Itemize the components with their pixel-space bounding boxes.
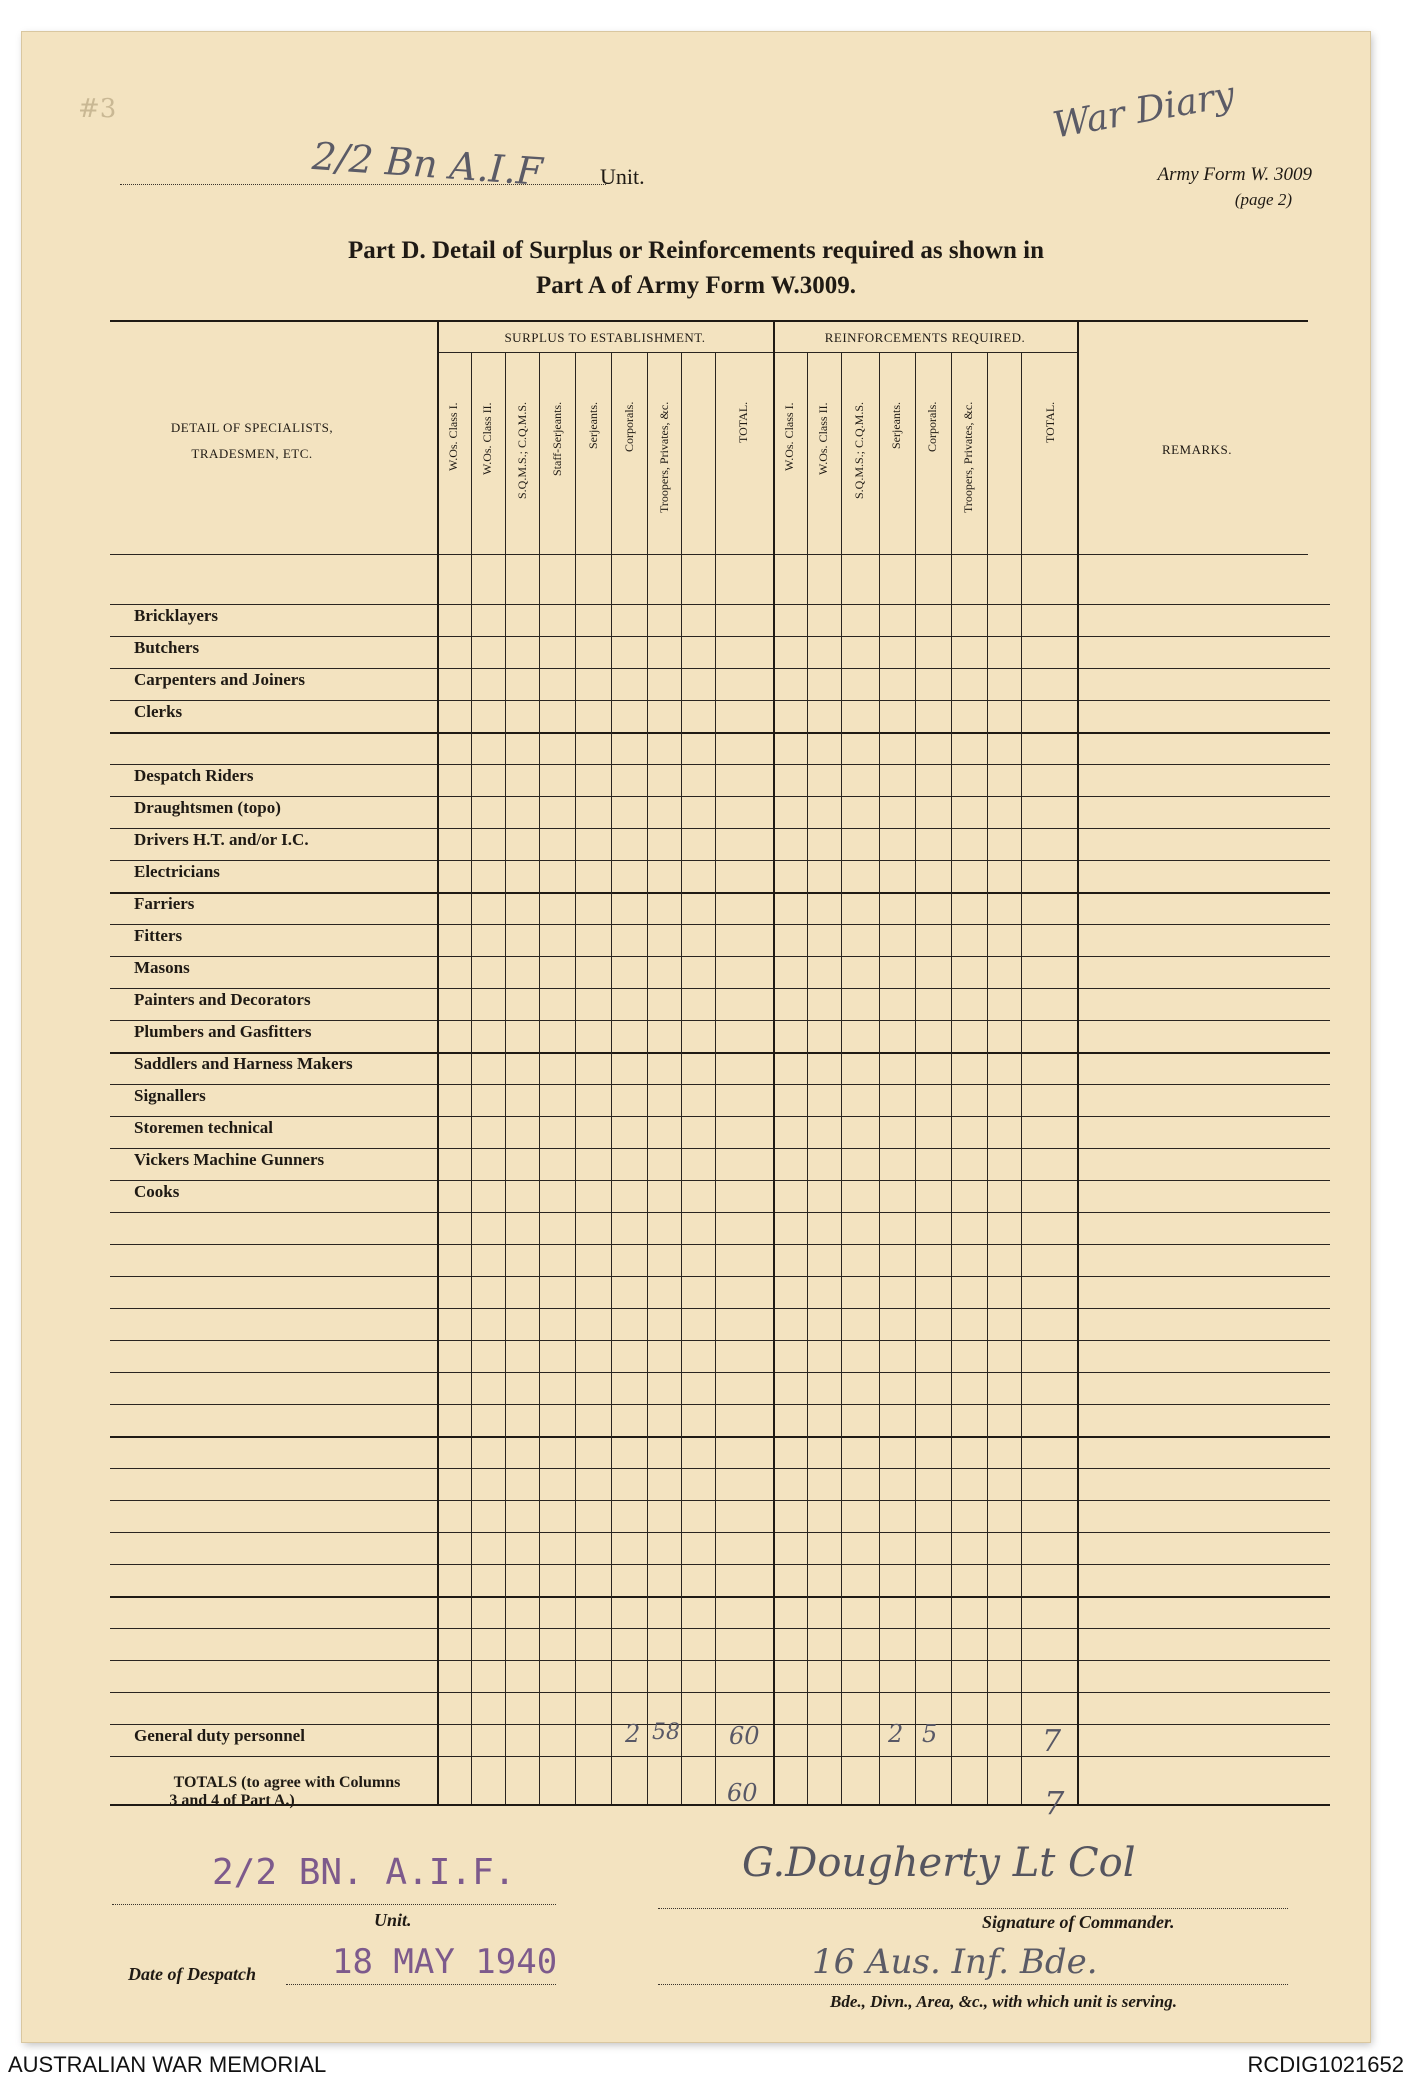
group-header-rule (437, 352, 1077, 353)
row-rule (110, 956, 1330, 957)
commander-signature: G.Dougherty Lt Col (742, 1840, 1136, 1886)
row-label: Carpenters and Joiners (134, 670, 305, 689)
credit-left: AUSTRALIAN WAR MEMORIAL (8, 2052, 327, 2077)
unit-handwritten: 2/2 Bn A.I.F (310, 134, 544, 194)
section-rule (110, 1596, 1330, 1598)
row-label: Fitters (134, 926, 183, 945)
date-label: Date of Despatch (128, 1964, 256, 1984)
col-rule (1021, 352, 1022, 1804)
totals-surplus: 60 (727, 1779, 758, 1807)
corner-mark: #3 (78, 94, 117, 124)
row-rule (110, 1468, 1330, 1469)
col-rule (951, 352, 952, 1804)
row-rule (110, 1756, 1330, 1757)
form-page: (page 2) (1234, 190, 1292, 209)
row-rule (110, 1564, 1330, 1565)
date-line (286, 1984, 556, 1985)
form-paper (22, 32, 1370, 2042)
col-head-total: TOTAL. (1043, 402, 1057, 444)
totals-reinf: 7 (1044, 1784, 1065, 1822)
col-rule (471, 352, 472, 1804)
row-rule (110, 1404, 1330, 1405)
col-head-corporals: Corporals. (622, 402, 636, 453)
form-name: Army Form W. 3009 (1157, 164, 1312, 185)
date-stamp: 18 MAY 1940 (332, 1942, 558, 1982)
row-rule (110, 1500, 1330, 1501)
row-rule (110, 924, 1330, 925)
totals-label-1: TOTALS (to agree with Columns (173, 1774, 401, 1791)
row-label: Vickers Machine Gunners (134, 1150, 325, 1169)
row-rule (110, 668, 1330, 669)
table-top-rule (110, 320, 1308, 322)
col-rule (715, 352, 716, 1804)
col-rule (807, 352, 808, 1804)
row-label: Cooks (134, 1182, 180, 1201)
row-label: Signallers (134, 1086, 206, 1105)
gd-reinf-serjeants: 5 (922, 1720, 938, 1748)
col-head-wo1: W.Os. Class I. (446, 402, 460, 471)
section-rule (110, 892, 1330, 894)
row-rule (110, 1244, 1330, 1245)
totals-label-2: 3 and 4 of Part A.) (169, 1792, 295, 1809)
title-line-2: Part A of Army Form W.3009. (535, 272, 857, 299)
row-rule (110, 1532, 1330, 1533)
col-rule (987, 352, 988, 1804)
unit-sign-line (112, 1904, 556, 1905)
row-rule (110, 700, 1330, 701)
signature-line (658, 1908, 1288, 1909)
row-rule (110, 604, 1330, 605)
col-head-privates: Troopers, Privates, &c. (657, 402, 671, 514)
row-rule (110, 636, 1330, 637)
row-label: Farriers (134, 894, 195, 913)
row-rule (110, 988, 1330, 989)
row-label: Draughtsmen (topo) (134, 798, 281, 817)
row-label: Storemen technical (134, 1118, 273, 1137)
gd-reinf-sqms: 2 (888, 1720, 904, 1748)
row-rule (110, 1692, 1330, 1693)
row-rule (110, 1020, 1330, 1021)
war-diary-note: War Diary (1049, 74, 1238, 147)
credit-right: RCDIG1021652 (1247, 2052, 1404, 2077)
row-rule (110, 1372, 1330, 1373)
col-head-sqms: S.Q.M.S.; C.Q.M.S. (515, 402, 529, 500)
col-rule (879, 352, 880, 1804)
gd-surplus-privates: 58 (652, 1720, 680, 1745)
signature-label: Signature of Commander. (982, 1912, 1175, 1932)
row-rule (110, 1724, 1330, 1725)
row-rule (110, 828, 1330, 829)
gd-reinf-total: 7 (1042, 1724, 1062, 1759)
section-rule (110, 732, 1330, 734)
col-rule (505, 352, 506, 1804)
row-label: Despatch Riders (134, 766, 254, 785)
row-label: Butchers (134, 638, 200, 657)
gd-surplus-corporals: 2 (625, 1720, 641, 1748)
row-label: Bricklayers (134, 606, 219, 625)
row-rule (110, 1308, 1330, 1309)
row-rule (110, 764, 1330, 765)
col-rule (915, 352, 916, 1804)
col-rule (681, 352, 682, 1804)
col-head-corporals: Corporals. (925, 402, 939, 453)
row-label: Plumbers and Gasfitters (134, 1022, 312, 1041)
reinforcements-header: REINFORCEMENTS REQUIRED. (824, 330, 1026, 345)
row-label: Electricians (134, 862, 220, 881)
row-rule (110, 1084, 1330, 1085)
footer-unit-label: Unit. (374, 1910, 412, 1930)
col-rule (611, 352, 612, 1804)
row-label: Drivers H.T. and/or I.C. (134, 830, 309, 849)
col-rule (1077, 320, 1079, 1806)
row-rule (110, 1116, 1330, 1117)
col-head-wo1: W.Os. Class I. (782, 402, 796, 471)
surplus-header: SURPLUS TO ESTABLISHMENT. (504, 330, 706, 345)
row-rule (110, 1148, 1330, 1149)
formation-handwritten: 16 Aus. Inf. Bde. (812, 1942, 1098, 1982)
general-duty-label: General duty personnel (134, 1726, 305, 1745)
detail-header: DETAIL OF SPECIALISTS, TRADESMEN, ETC. (170, 420, 334, 461)
unit-label: Unit. (600, 164, 645, 189)
row-rule (110, 1628, 1330, 1629)
col-head-wo2: W.Os. Class II. (816, 402, 830, 475)
row-label: Saddlers and Harness Makers (134, 1054, 353, 1073)
header-bottom-rule (110, 554, 1308, 555)
col-rule (539, 352, 540, 1804)
col-head-serjeants: Serjeants. (586, 402, 600, 449)
unit-stamp: 2/2 BN. A.I.F. (212, 1852, 516, 1893)
col-rule (575, 352, 576, 1804)
remarks-header: REMARKS. (1161, 442, 1233, 457)
row-rule (110, 860, 1330, 861)
section-rule (110, 1436, 1330, 1438)
formation-label: Bde., Divn., Area, &c., with which unit is serving. (830, 1992, 1177, 2011)
title-line-1: Part D. Detail of Surplus or Reinforcements required as shown in (347, 237, 1045, 264)
formation-line (658, 1984, 1288, 1985)
col-rule (773, 320, 775, 1806)
col-head-serjeants: Serjeants. (889, 402, 903, 449)
row-label: Masons (134, 958, 190, 977)
row-rule (110, 1660, 1330, 1661)
gd-surplus-total: 60 (729, 1722, 760, 1750)
col-head-staff-serjeants: Staff-Serjeants. (550, 402, 564, 477)
unit-dotted-line (120, 184, 606, 185)
row-rule (110, 1180, 1330, 1181)
col-head-privates: Troopers, Privates, &c. (961, 402, 975, 514)
col-rule (647, 352, 648, 1804)
col-rule (437, 320, 439, 1806)
row-rule (110, 1276, 1330, 1277)
col-head-total: TOTAL. (736, 402, 750, 444)
col-rule (841, 352, 842, 1804)
col-head-wo2: W.Os. Class II. (480, 402, 494, 475)
row-label: Painters and Decorators (134, 990, 311, 1009)
row-rule (110, 1340, 1330, 1341)
row-label: Clerks (134, 702, 183, 721)
row-rule (110, 796, 1330, 797)
row-rule (110, 1212, 1330, 1213)
col-head-sqms: S.Q.M.S.; C.Q.M.S. (852, 402, 866, 500)
